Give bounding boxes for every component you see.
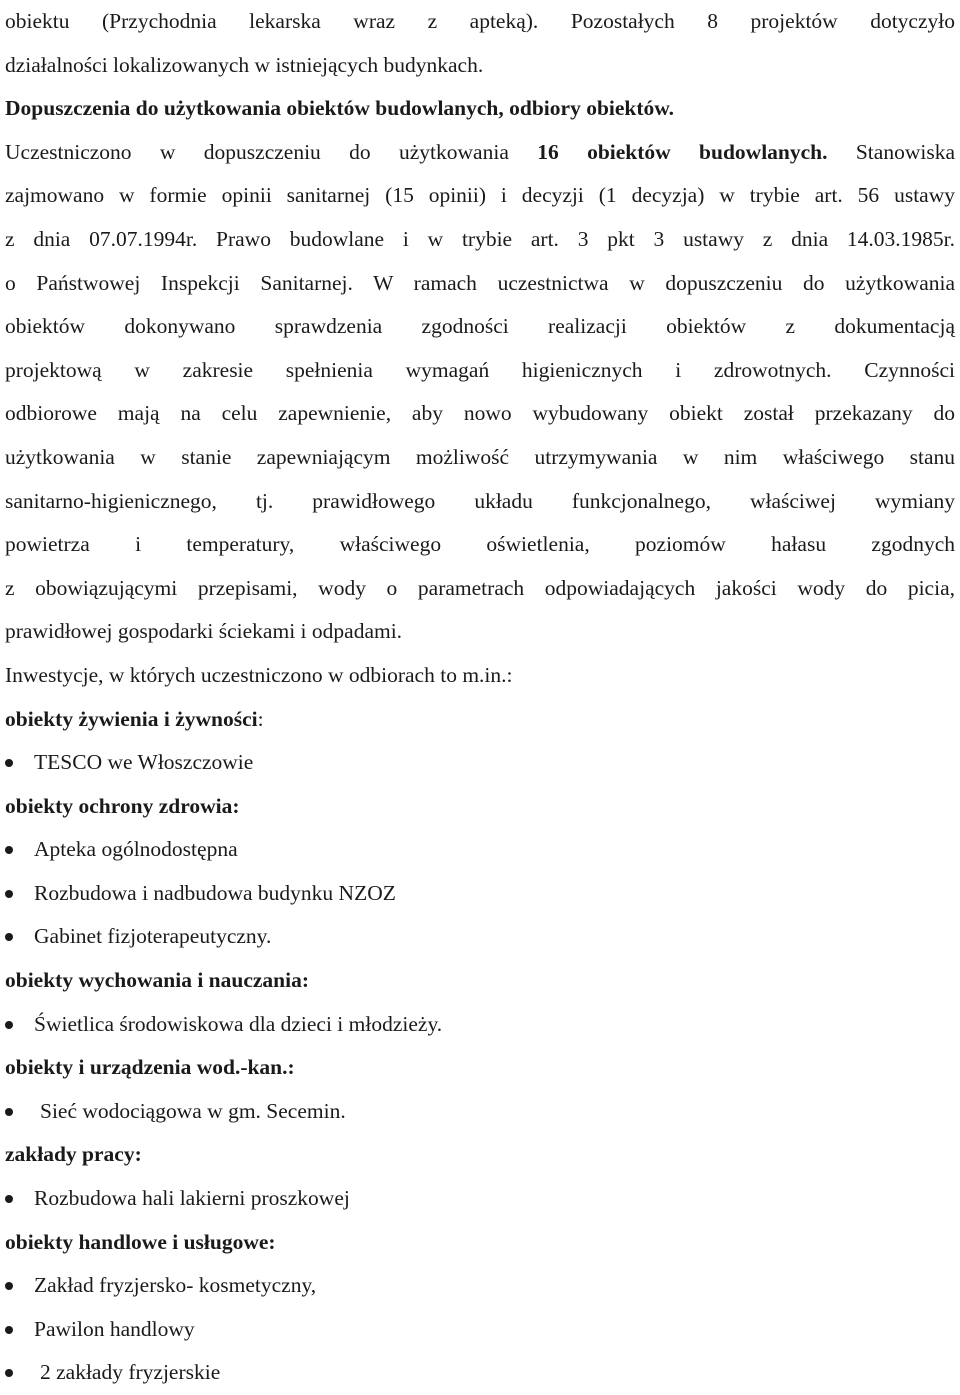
para-line-4: o Państwowej Inspekcji Sanitarnej. W ramach uczestnictwa w dopuszczeniu do użytkowania	[5, 270, 955, 295]
list-item: Rozbudowa hali lakierni proszkowej	[5, 1177, 955, 1221]
group-heading-food	[5, 698, 955, 742]
bullet-icon	[5, 1021, 13, 1029]
group-heading-food-text: obiekty żywienia i żywności	[5, 706, 258, 731]
para-line-8: użytkowania w stanie zapewniającym możliwość utrzymywania w nim właściwego stanu	[5, 444, 955, 469]
intro-line-2: działalności lokalizowanych w istniejących budynkach.	[5, 52, 484, 77]
para-line-1-bold: 16 obiektów budowlanych.	[537, 139, 828, 164]
para-line-12: prawidłowej gospodarki ściekami i odpadami.	[5, 619, 403, 644]
list-food	[5, 741, 955, 785]
list-item: Zakład fryzjersko- kosmetyczny,	[5, 1264, 955, 1308]
acceptance-paragraph	[5, 131, 955, 654]
section-heading: Dopuszczenia do użytkowania obiektów budowlanych, odbiory obiektów.	[5, 96, 674, 121]
list-item: Sieć wodociągowa w gm. Secemin.	[5, 1090, 955, 1134]
list-item: Rozbudowa i nadbudowa budynku NZOZ	[5, 872, 955, 916]
bullet-icon	[5, 1282, 13, 1290]
intro-paragraph	[5, 0, 955, 87]
para-line-10: powietrza i temperatury, właściwego oświetlenia, poziomów hałasu zgodnych	[5, 532, 955, 557]
bullet-icon	[5, 1195, 13, 1203]
list-commerce	[5, 1264, 955, 1395]
bullet-icon	[5, 933, 13, 941]
list-item: Pawilon handlowy	[5, 1308, 955, 1352]
list-item: Gabinet fizjoterapeutyczny.	[5, 915, 955, 959]
list-water	[5, 1090, 955, 1134]
group-heading-education: obiekty wychowania i nauczania:	[5, 968, 310, 993]
para-line-7: odbiorowe mają na celu zapewnienie, aby nowo wybudowany obiekt został przekazany do	[5, 401, 955, 426]
para-line-1-post: Stanowiska	[827, 139, 955, 164]
bullet-icon	[5, 1326, 13, 1334]
list-item: 2 zakłady fryzjerskie	[5, 1351, 955, 1395]
group-heading-health: obiekty ochrony zdrowia:	[5, 793, 240, 818]
intro-line-1: obiektu (Przychodnia lekarska wraz z apteką). Pozostałych 8 projektów dotyczyło	[5, 9, 955, 33]
list-education	[5, 1003, 955, 1047]
list-health	[5, 828, 955, 959]
list-item: Apteka ogólnodostępna	[5, 828, 955, 872]
list-item: Świetlica środowiskowa dla dzieci i młodzieży.	[5, 1003, 955, 1047]
bullet-icon	[5, 890, 13, 898]
list-workplaces	[5, 1177, 955, 1221]
bullet-icon	[5, 1369, 13, 1377]
list-item: TESCO we Włoszczowie	[5, 741, 955, 785]
para-line-2: zajmowano w formie opinii sanitarnej (15 opinii) i decyzji (1 decyzja) w trybie art. 56 ustawy	[5, 183, 955, 208]
para-line-5: obiektów dokonywano sprawdzenia zgodności realizacji obiektów z dokumentacją	[5, 314, 955, 339]
group-heading-commerce: obiekty handlowe i usługowe:	[5, 1229, 276, 1254]
group-heading-workplaces: zakłady pracy:	[5, 1142, 142, 1167]
investments-intro: Inwestycje, w których uczestniczono w odbiorach to m.in.:	[5, 662, 513, 687]
para-line-1	[5, 131, 955, 175]
para-line-1-pre: Uczestniczono w dopuszczeniu do użytkowania	[5, 139, 538, 164]
bullet-icon	[5, 1108, 13, 1116]
para-line-9: sanitarno-higienicznego, tj. prawidłowego układu funkcjonalnego, właściwej wymiany	[5, 488, 955, 513]
para-line-11: z obowiązującymi przepisami, wody o parametrach odpowiadających jakości wody do picia,	[5, 575, 955, 600]
para-line-6: projektową w zakresie spełnienia wymagań higienicznych i zdrowotnych. Czynności	[5, 357, 955, 382]
bullet-icon	[5, 846, 13, 854]
bullet-icon	[5, 759, 13, 767]
para-line-3: z dnia 07.07.1994r. Prawo budowlane i w trybie art. 3 pkt 3 ustawy z dnia 14.03.1985r.	[5, 226, 955, 251]
group-heading-food-suffix: :	[257, 706, 264, 731]
document-page	[5, 0, 955, 1395]
group-heading-water: obiekty i urządzenia wod.-kan.:	[5, 1055, 295, 1080]
